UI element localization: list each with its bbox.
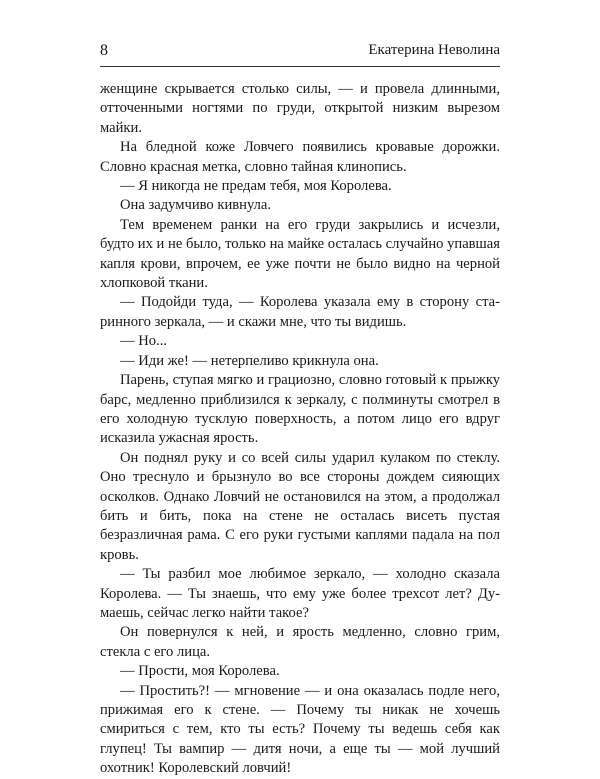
page-number: 8 (100, 42, 108, 59)
body-text (100, 80, 500, 779)
paragraph: — Подойди туда, — Королева указала ему в сторону старинного зеркала, — и скажи мне, что ты видишь. (100, 294, 500, 330)
paragraph: Она задумчиво кивнула. (120, 197, 272, 214)
paragraph: — Ты разбил мое любимое зеркало, — холодно сказала Королева. — Ты знаешь, что ему уже более трехсот лет? Думаешь, сейчас легко найти такое? (100, 566, 500, 621)
paragraph: — Но... (120, 333, 168, 350)
running-head-author: Екатерина Неволина (368, 42, 500, 58)
paragraph: — Иди же! — нетерпеливо крикнула она. (120, 352, 379, 369)
paragraph: женщине скрывается столько силы, — и провела длинными, отточенными ногтями по груди, открытой низким вырезом майки. (100, 81, 500, 136)
paragraph: Он повернулся к ней, и ярость медленно, словно грим, стекла с его лица. (100, 624, 500, 660)
paragraph: — Простить?! — мгновение — и она оказалась подле него, прижимая его к стене. — Почему ты никак не хочешь смириться с тем, кто ты есть? Почему ты ведешь себя как глупец! Ты вампир — дитя ночи, а еще ты — мой лучший охотник! Королевский ловчий! (100, 682, 500, 777)
paragraph: Тем временем ранки на его груди закрылись и исчезли, будто их и не было, только на майке осталась случайно упавшая капля крови, впрочем, ее уже почти не было видно на черной хлопковой ткани. (100, 216, 500, 292)
page-header (100, 42, 500, 64)
paragraph: — Я никогда не предам тебя, моя Королева. (120, 178, 392, 195)
paragraph: На бледной коже Ловчего появились кровавые дорожки. Словно красная метка, словно тайная клинопись. (100, 139, 500, 175)
paragraph: Парень, ступая мягко и грациозно, словно готовый к прыжку барс, медленно приблизился к зеркалу, с полминуты смотрел в его холодную тусклую поверхность, а потом лицо его вдруг исказила ужасная ярость. (100, 372, 500, 447)
paragraph: — Прости, моя Королева. (120, 663, 280, 680)
paragraph: Он поднял руку и со всей силы ударил кулаком по стеклу. Оно треснуло и брызнуло во все стороны дождем сияющих осколков. Однако Ловчий не остановился на этом, а продолжал бить и бить, пока на стене не осталась висеть пустая безразличная рама. С его руки густыми каплями падала на пол кровь. (100, 449, 500, 563)
header-rule (100, 66, 500, 67)
